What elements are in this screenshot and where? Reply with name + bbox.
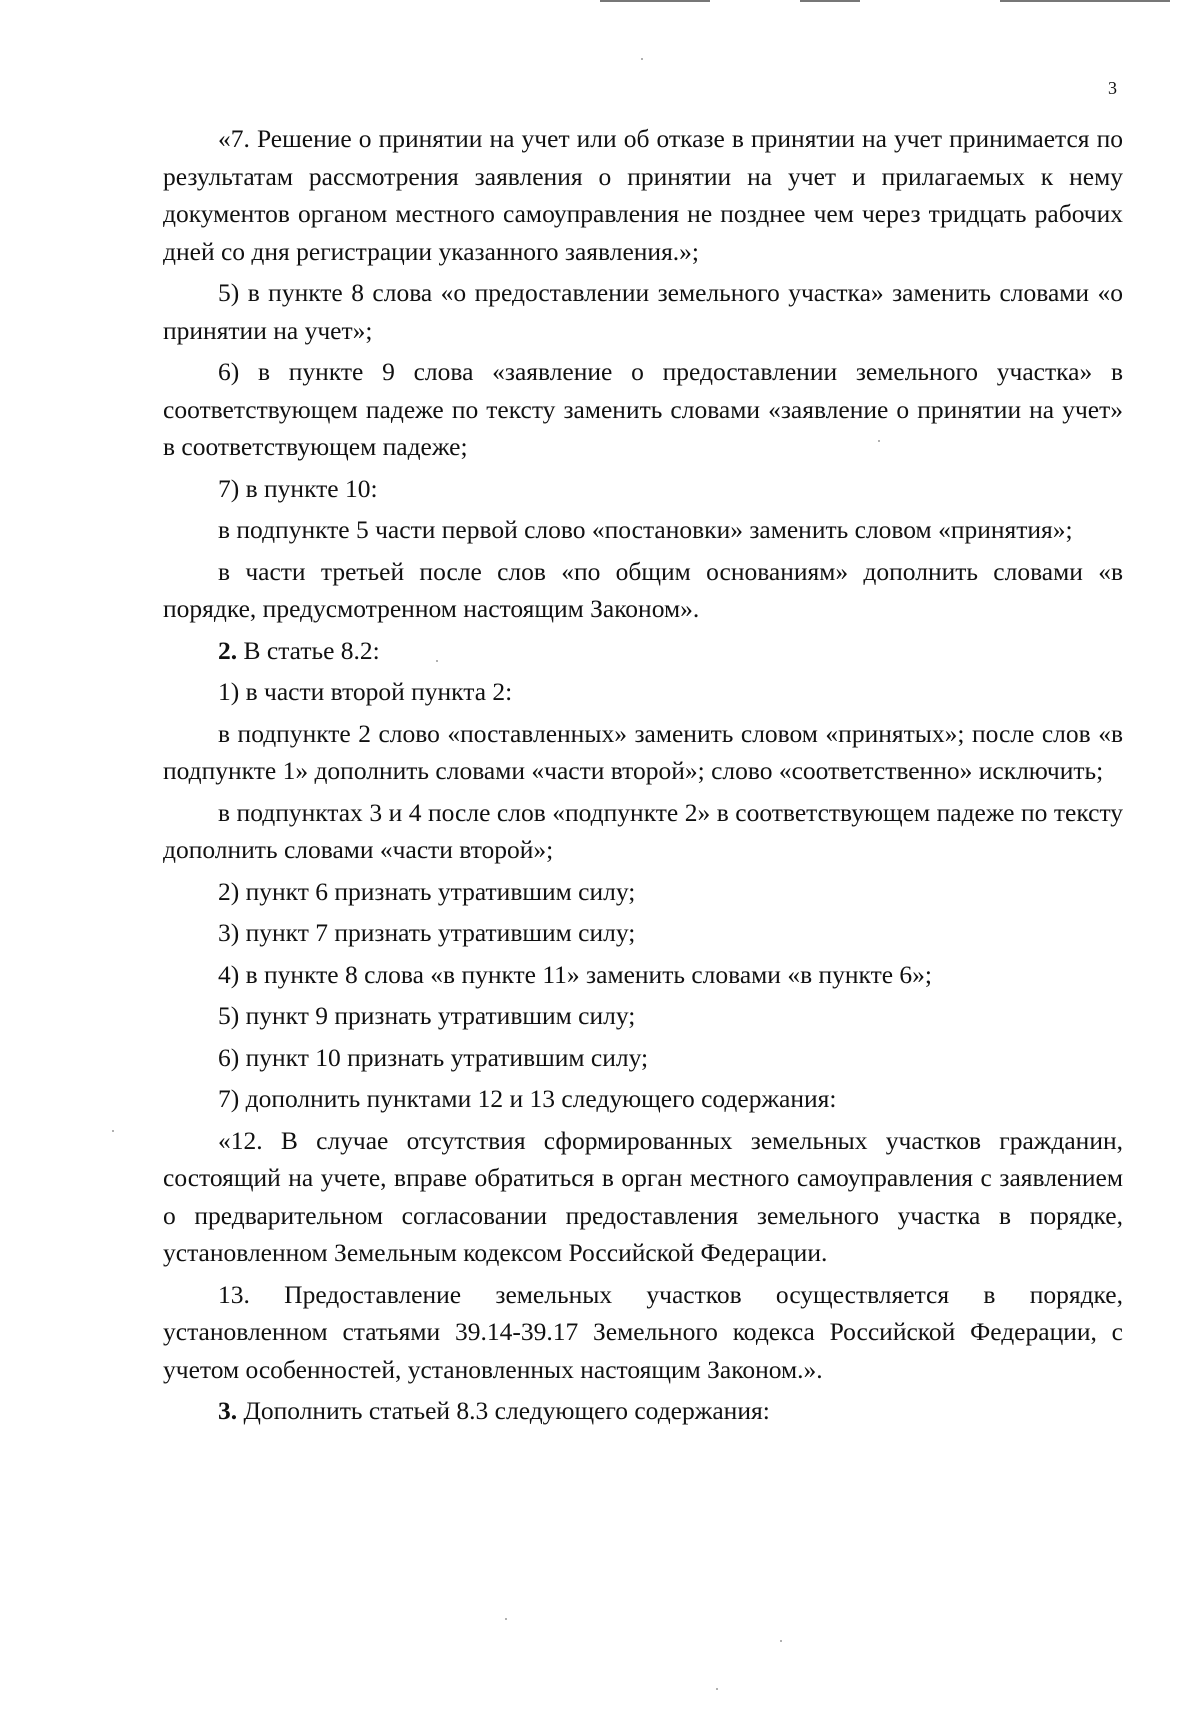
paragraph: 5) пункт 9 признать утратившим силу; xyxy=(218,1001,636,1030)
paragraph: «12. В случае отсутствия сформированных земельных участков гражданин, состоящий на учете, вправе обратиться в орган местного самоуправления с заявлением о предварительном согласовании предоставления земельного участка в порядке, установленном Земельным кодексом Российской Федерации. xyxy=(163,1125,1123,1267)
scan-speck xyxy=(112,1130,114,1132)
paragraph: в части третьей после слов «по общим основаниям» дополнить словами «в порядке, предусмотренном настоящим Законом». xyxy=(163,556,1123,623)
scan-speck xyxy=(716,1688,718,1690)
scan-artifact-line xyxy=(600,0,710,2)
paragraph: 2) пункт 6 признать утратившим силу; xyxy=(218,876,636,906)
scan-speck xyxy=(505,1618,507,1620)
article-number: 2. xyxy=(218,635,238,665)
scan-artifact-line xyxy=(1000,0,1170,2)
paragraph: 4) в пункте 8 слова «в пункте 11» заменить словами «в пункте 6»; xyxy=(218,959,932,989)
document-body xyxy=(163,120,1123,1434)
scan-artifact-line xyxy=(800,0,860,2)
paragraph: 7) дополнить пунктами 12 и 13 следующего содержания: xyxy=(218,1084,837,1113)
paragraph: 1) в части второй пункта 2: xyxy=(218,677,513,706)
page-number: 3 xyxy=(1108,78,1117,98)
paragraph: «7. Решение о принятии на учет или об отказе в принятии на учет принимается по результатам рассмотрения заявления о принятии на учет и прилагаемых к нему документов органом местного самоуправления не позднее чем через тридцать рабочих дней со дня регистрации указанного заявления.»; xyxy=(163,124,1123,266)
article-heading: 3. Дополнить статьей 8.3 следующего содержания: xyxy=(218,1396,770,1425)
paragraph: 5) в пункте 8 слова «о предоставлении земельного участка» заменить словами «о принятии на учет»; xyxy=(163,278,1123,345)
paragraph: 13. Предоставление земельных участков осуществляется в порядке, установленном статьями 39.14-39.17 Земельного кодекса Российской Федерации, с учетом особенностей, установленных настоящим Законом.». xyxy=(163,1279,1123,1384)
paragraph: в подпункте 5 части первой слово «постановки» заменить словом «принятия»; xyxy=(218,515,1073,544)
scan-speck xyxy=(878,440,880,442)
paragraph: 6) пункт 10 признать утратившим силу; xyxy=(218,1042,649,1072)
paragraph: 3) пункт 7 признать утратившим силу; xyxy=(218,918,636,947)
paragraph: 7) в пункте 10: xyxy=(218,473,378,503)
scan-speck xyxy=(436,660,438,662)
paragraph: в подпунктах 3 и 4 после слов «подпункте 2» в соответствующем падеже по тексту дополнить словами «части второй»; xyxy=(163,797,1123,864)
article-number: 3. xyxy=(218,1396,238,1425)
scan-speck xyxy=(780,1640,782,1642)
paragraph: в подпункте 2 слово «поставленных» заменить словом «принятых»; после слов «в подпункте 1» дополнить словами «части второй»; слово «соответственно» исключить; xyxy=(163,718,1123,785)
article-heading: 2. В статье 8.2: xyxy=(218,635,380,665)
scan-speck xyxy=(641,58,643,60)
paragraph: 6) в пункте 9 слова «заявление о предоставлении земельного участка» в соответствующем падеже по тексту заменить словами «заявление о принятии на учет» в соответствующем падеже; xyxy=(163,357,1123,461)
